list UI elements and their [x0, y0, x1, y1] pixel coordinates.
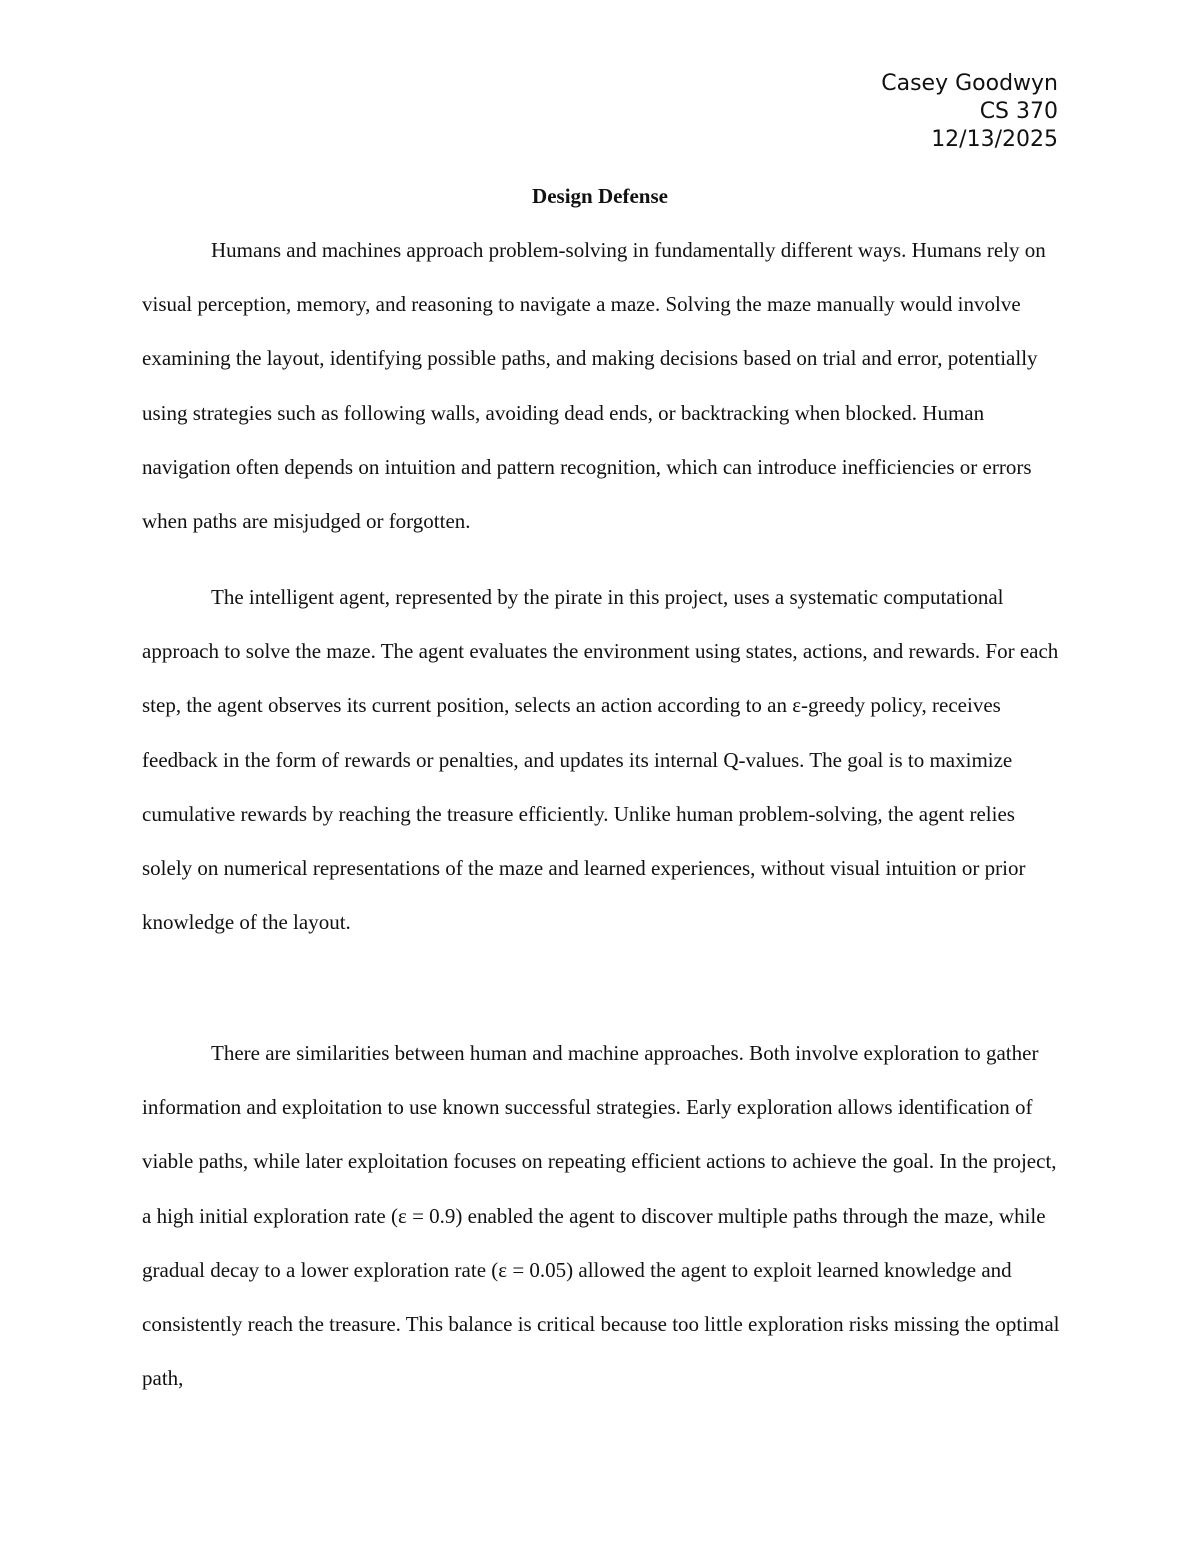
paragraph-2: The intelligent agent, represented by the pirate in this project, uses a systematic computational approach to solve the maze. The agent evaluates the environment using states, actions, and rewards. For each step, the agent observes its current position, selects an action according to an ε-greedy policy, receives feedback in the form of rewards or penalties, and updates its internal Q-values. The goal is to maximize cumulative rewards by reaching the treasure efficiently. Unlike human problem-solving, the agent relies solely on numerical representations of the maze and learned experiences, without visual intuition or prior knowledge of the layout.	[142, 585, 1059, 935]
author-name: Casey Goodwyn	[881, 71, 1058, 96]
header-block	[881, 70, 1058, 154]
page-title: Design Defense	[532, 184, 668, 208]
document-date: 12/13/2025	[931, 127, 1058, 152]
course-code: CS 370	[979, 99, 1058, 124]
paragraph-1: Humans and machines approach problem-solving in fundamentally different ways. Humans rely on visual perception, memory, and reasoning to navigate a maze. Solving the maze manually would involve examining the layout, identifying possible paths, and making decisions based on trial and error, potentially using strategies such as following walls, avoiding dead ends, or backtracking when blocked. Human navigation often depends on intuition and pattern recognition, which can introduce inefficiencies or errors when paths are misjudged or forgotten.	[142, 238, 1046, 534]
paragraph-3: There are similarities between human and machine approaches. Both involve exploration to gather information and exploitation to use known successful strategies. Early exploration allows identification of viable paths, while later exploitation focuses on repeating efficient actions to achieve the goal. In the project, a high initial exploration rate (ε = 0.9) enabled the agent to discover multiple paths through the maze, while gradual decay to a lower exploration rate (ε = 0.05) allowed the agent to exploit learned knowledge and consistently reach the treasure. This balance is critical because too little exploration risks missing the optimal path,	[142, 1041, 1060, 1391]
